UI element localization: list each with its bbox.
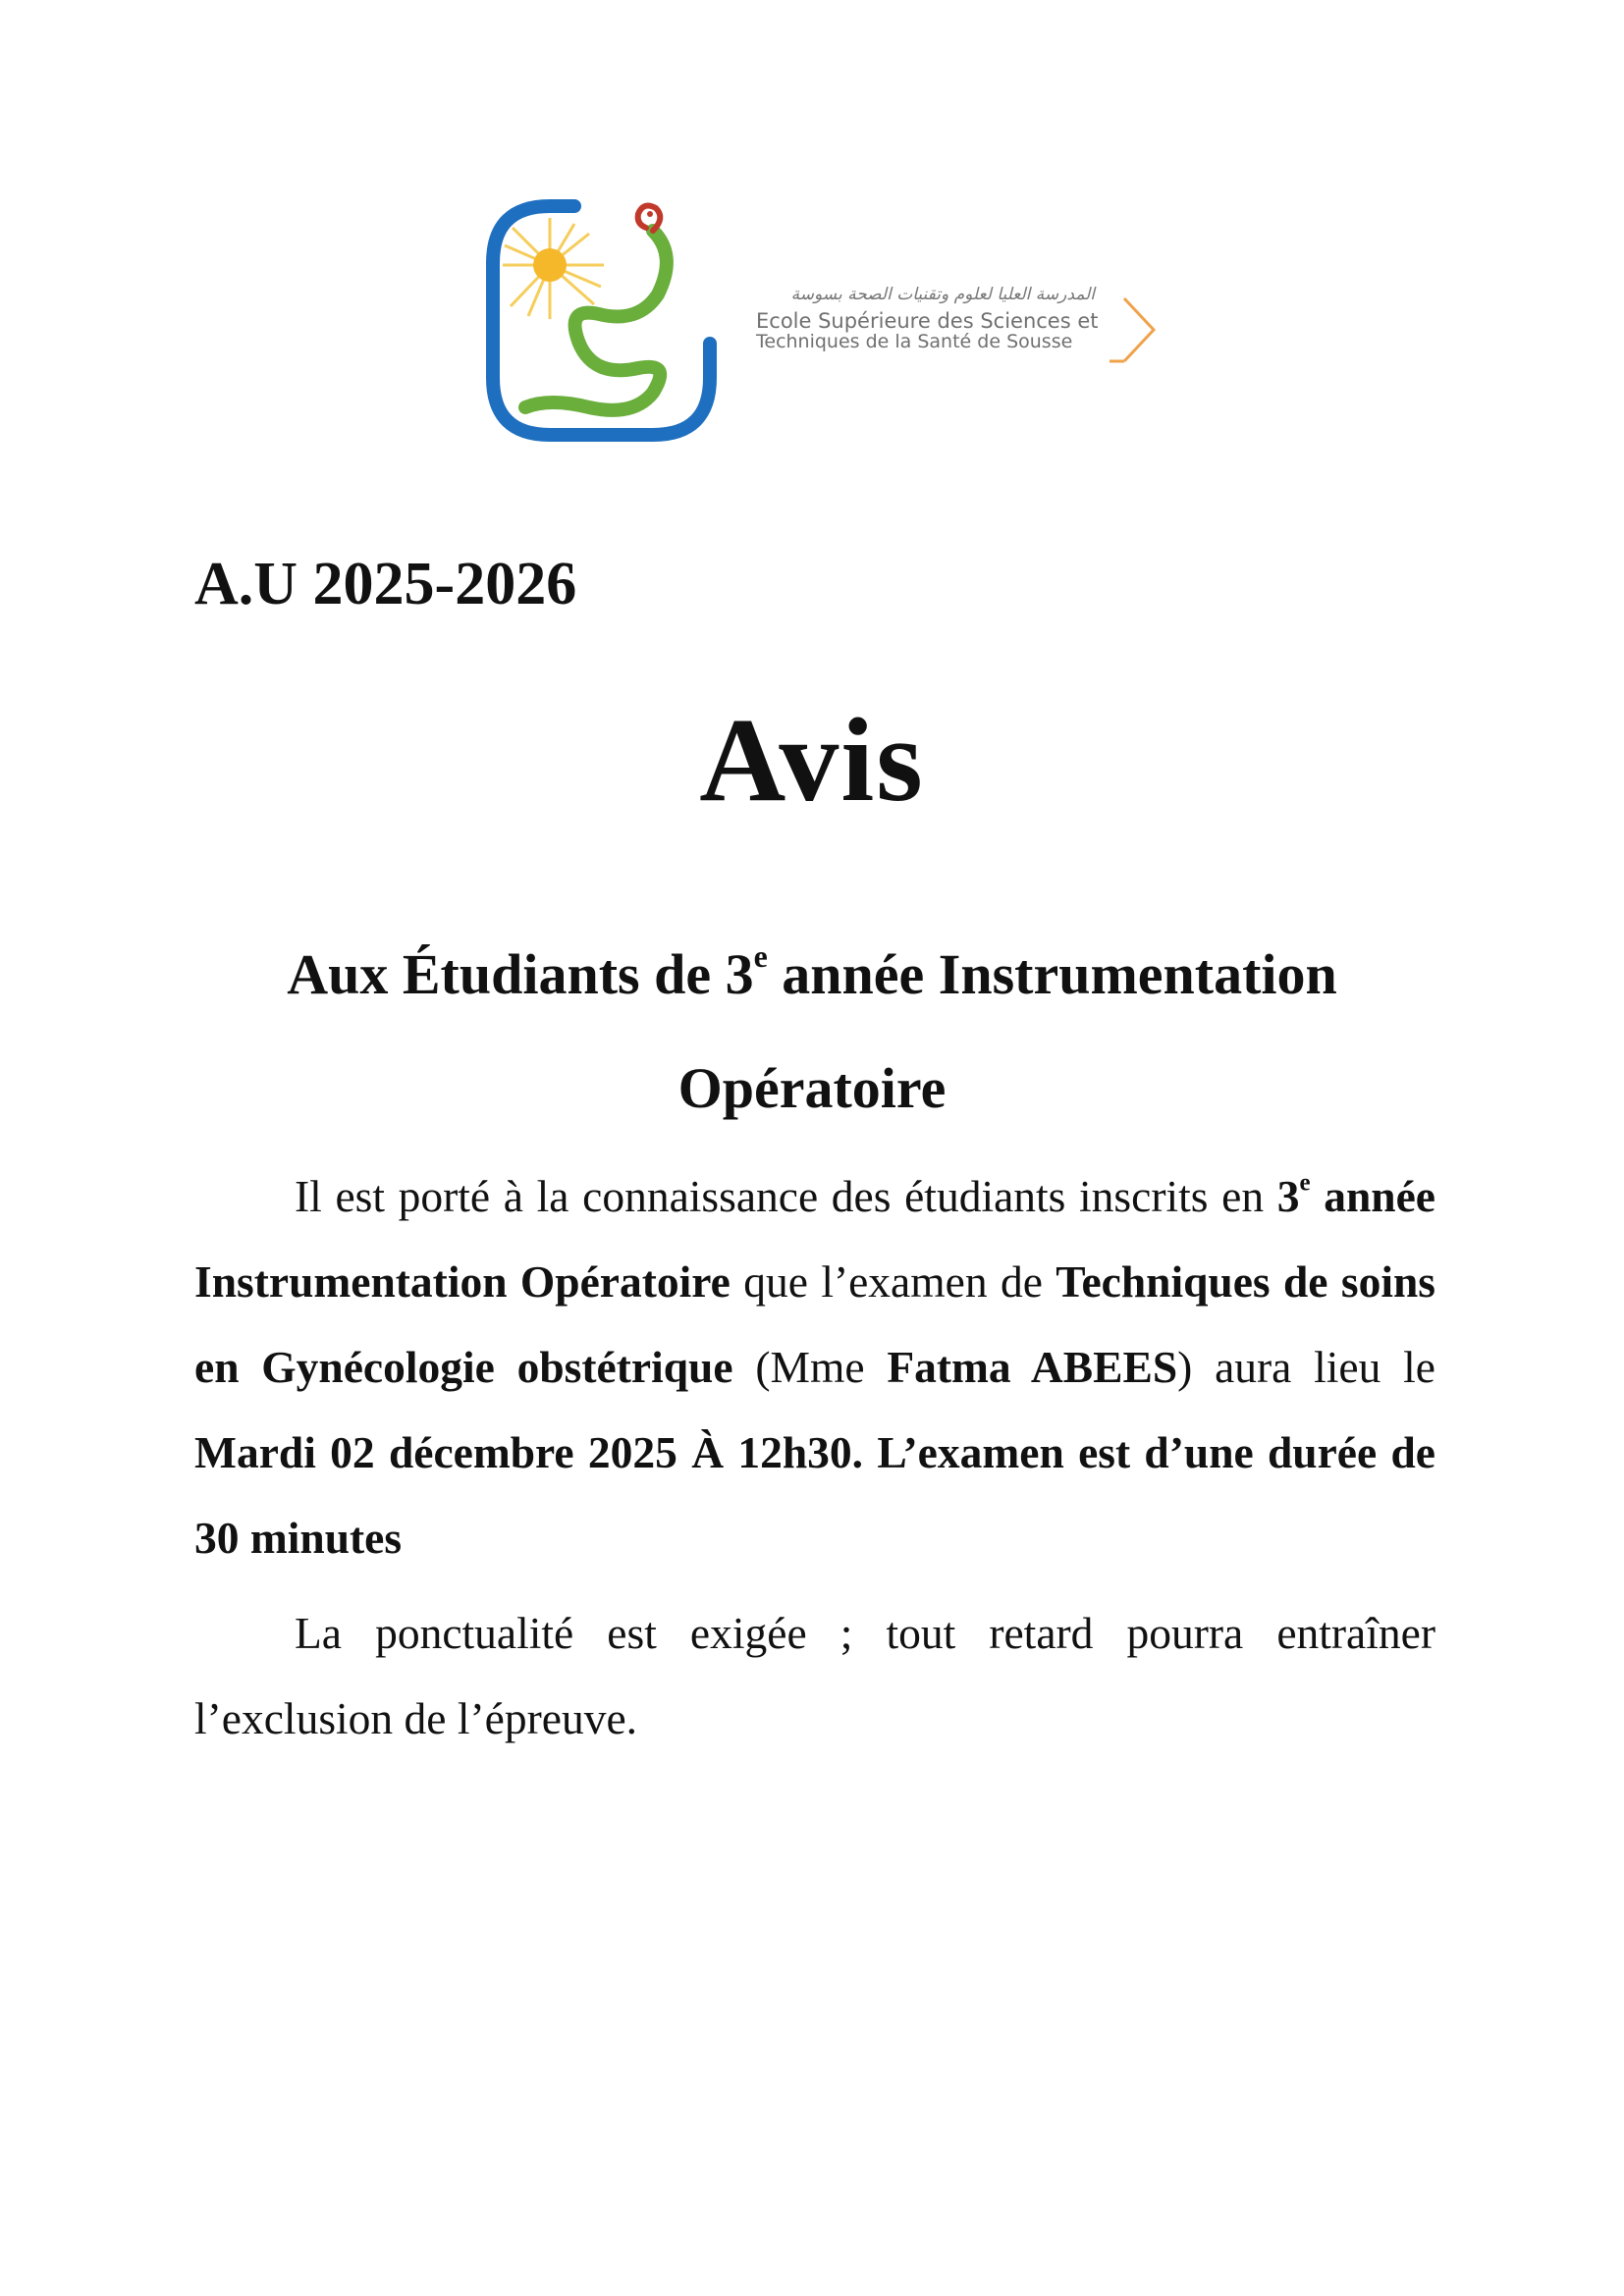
p1-bold-4: Fatma ABEES	[887, 1342, 1178, 1392]
p1-text-3: (Mme	[732, 1342, 888, 1392]
school-emblem-icon	[481, 196, 736, 447]
notice-paragraph-1	[194, 1153, 1435, 1580]
subtitle-sup: e	[753, 938, 768, 974]
notice-paragraph-2: La ponctualité est exigée ; tout retard pourra entraîner l’exclusion de l’épreuve.	[194, 1608, 1435, 1743]
notice-subtitle	[147, 918, 1477, 1146]
school-logo	[481, 196, 1159, 452]
p1-bold-5: Mardi 02 décembre 2025 À 12h30. L’examen est d’une durée de 30 minutes	[194, 1427, 1435, 1563]
school-name-line1: Ecole Supérieure des Sciences et	[756, 309, 1099, 333]
academic-year: A.U 2025-2026	[194, 551, 577, 617]
p1-bold-3: Techniques de soins en Gynécologie obstétrique	[194, 1256, 1435, 1392]
subtitle-pre: Aux Étudiants de 3	[287, 942, 754, 1006]
subtitle-post: année Instrumentation Opératoire	[677, 942, 1337, 1120]
p1-text-1: Il est porté à la connaissance des étudiants inscrits en	[295, 1171, 1277, 1221]
p1-bold-2: année Instrumentation Opératoire	[194, 1171, 1435, 1307]
p1-text-4: ) aura lieu le	[1177, 1342, 1435, 1392]
notice-title: Avis	[699, 694, 925, 827]
school-name-arabic: المدرسة العليا لعلوم وتقنيات الصحة بسوسة	[790, 285, 1095, 304]
p1-text-2: que l’examen de	[730, 1256, 1056, 1307]
school-name-block	[746, 285, 1159, 363]
school-name-line2: Techniques de la Santé de Sousse	[756, 331, 1073, 352]
p1-sup-1: e	[1299, 1169, 1311, 1197]
p1-bold-1: 3	[1276, 1171, 1300, 1221]
